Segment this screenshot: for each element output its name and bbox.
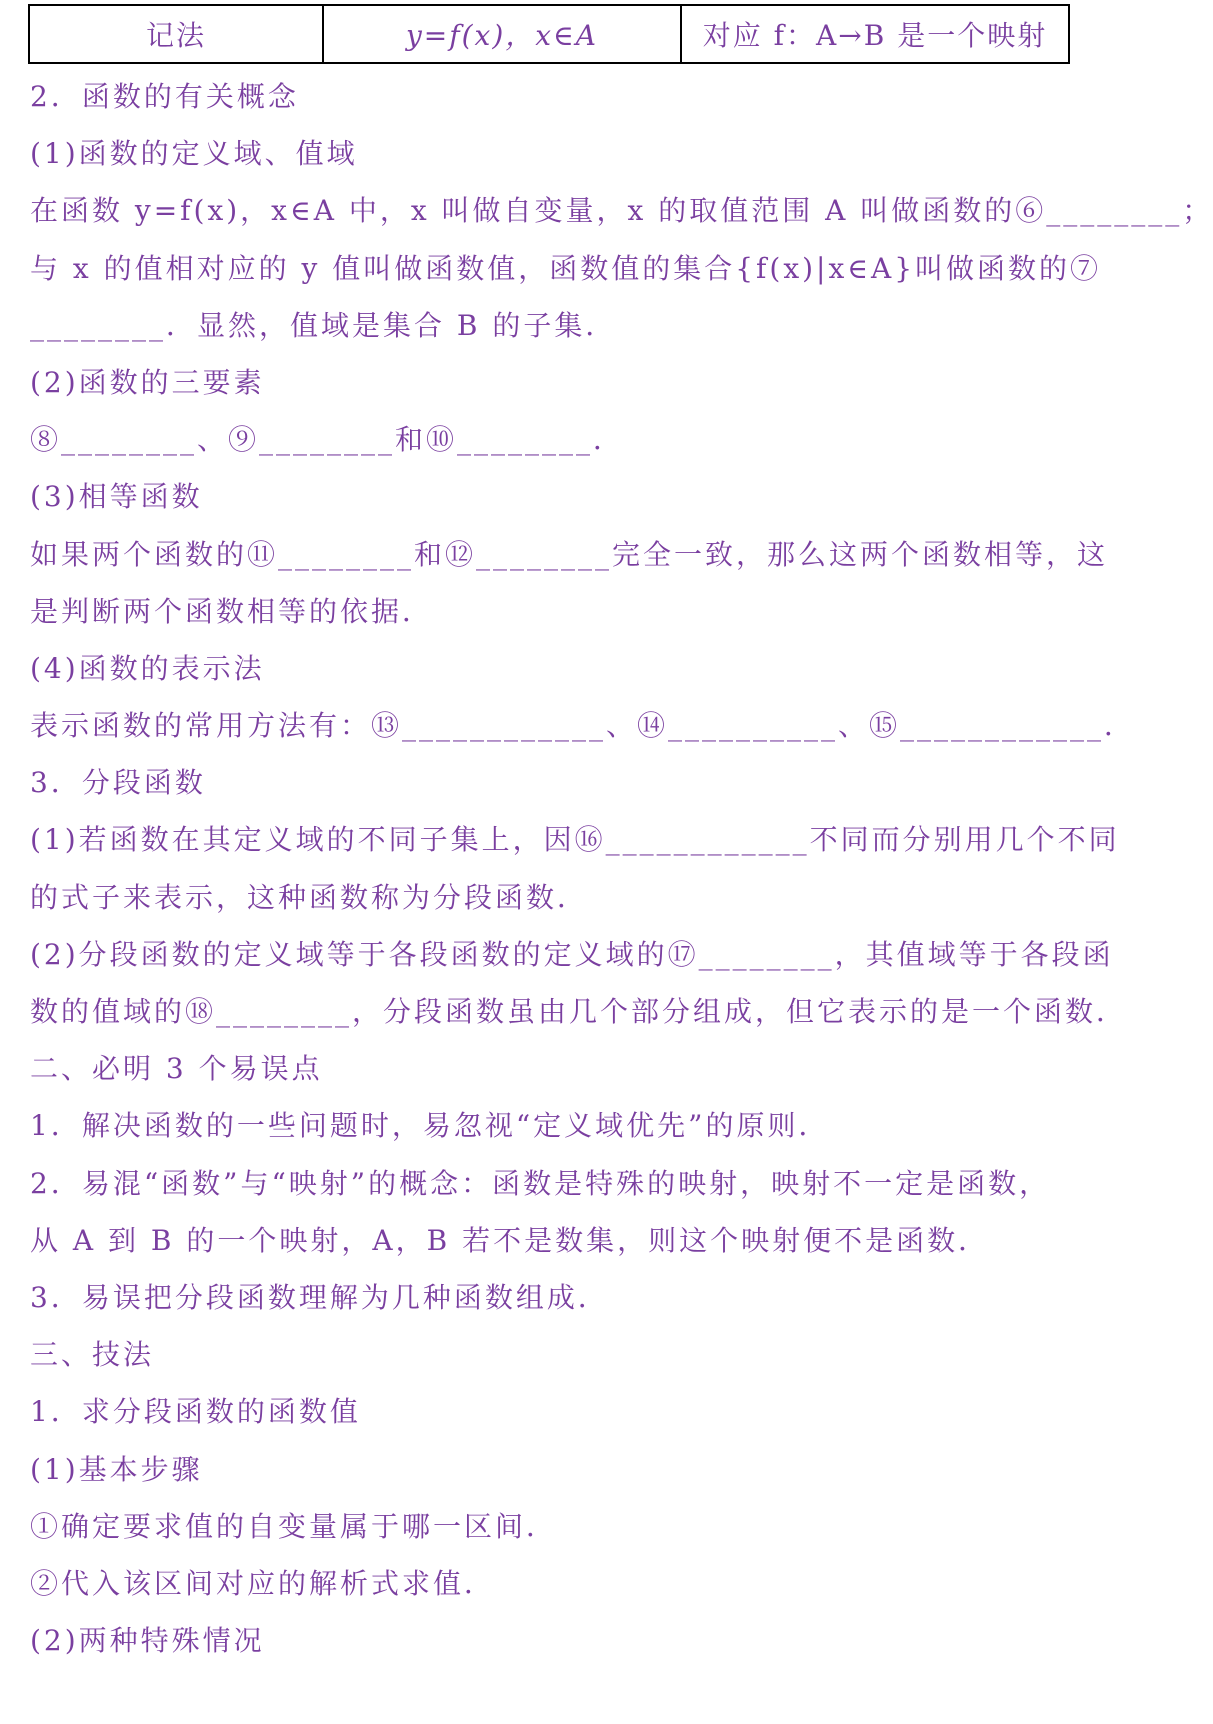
subheading-special-cases: (2)两种特殊情况 [30,1624,265,1658]
text-line: 1．解决函数的一些问题时，易忽视“定义域优先”的原则． [30,1109,830,1143]
document-body [30,68,1213,1669]
text-line: 1．求分段函数的函数值 [30,1395,361,1429]
subheading-basic-steps: (1)基本步骤 [30,1452,203,1486]
text-line: ①确定要求值的自变量属于哪一区间． [30,1509,558,1543]
notation-table [28,4,1070,64]
text-line: (1)若函数在其定义域的不同子集上，因⑯____________不同而分别用几个不同 [30,823,1120,857]
text-line: 数的值域的⑱________，分段函数虽由几个部分组成，但它表示的是一个函数． [30,995,1128,1028]
text-line: 与 x 的值相对应的 y 值叫做函数值，函数值的集合{f(x)|x∈A}叫做函数的⑦ [30,251,1102,285]
text-line: 3．易误把分段函数理解为几种函数组成． [30,1280,609,1314]
text-line: 的式子来表示，这种函数称为分段函数． [30,880,589,914]
section-heading-common-errors: 二、必明 3 个易误点 [30,1052,323,1086]
text-line: (2)分段函数的定义域等于各段函数的定义域的⑰________，其值域等于各段函 [30,937,1114,971]
text-line: ⑧________、⑨________和⑩________． [30,423,625,457]
subheading-representation: (4)函数的表示法 [30,651,265,685]
text-line: ________．显然，值域是集合 B 的子集． [30,308,617,342]
text-line: 如果两个函数的⑪________和⑫________完全一致，那么这两个函数相等，这 [30,537,1109,571]
table-cell-formula: y=f(x)，x∈A [324,6,682,62]
table-cell-mapping: 对应 f：A→B 是一个映射 [702,19,1048,52]
section-heading-piecewise: 3．分段函数 [30,766,206,800]
section-heading-techniques: 三、技法 [30,1338,155,1372]
subheading-domain-range: (1)函数的定义域、值域 [30,137,358,171]
section-heading-function-concepts: 2．函数的有关概念 [30,80,299,113]
text-line: 表示函数的常用方法有：⑬____________、⑭__________、⑮____________． [30,709,1136,743]
text-line: 是判断两个函数相等的依据． [30,594,434,628]
text-line: ②代入该区间对应的解析式求值． [30,1566,496,1600]
subheading-equal-functions: (3)相等函数 [30,480,203,514]
subheading-three-elements: (2)函数的三要素 [30,365,265,399]
text-line: 在函数 y=f(x)，x∈A 中，x 叫做自变量，x 的取值范围 A 叫做函数的⑥________； [30,194,1213,228]
text-line: 从 A 到 B 的一个映射，A，B 若不是数集，则这个映射便不是函数． [30,1223,990,1257]
table-cell-label: 记法 [30,6,324,62]
text-line: 2．易混“函数”与“映射”的概念：函数是特殊的映射，映射不一定是函数， [30,1166,1051,1200]
